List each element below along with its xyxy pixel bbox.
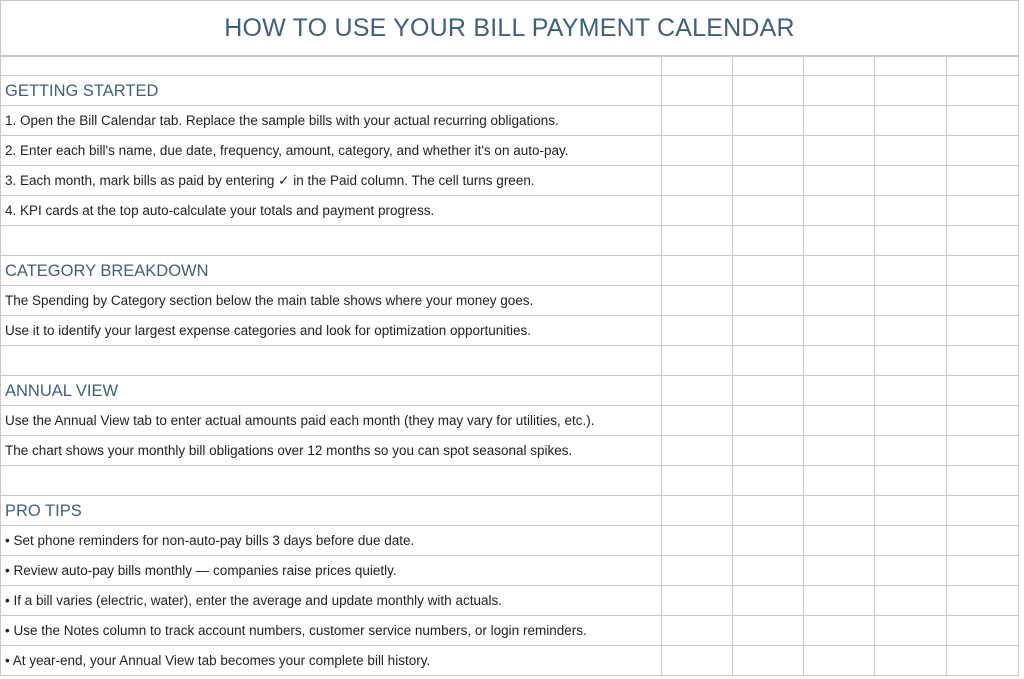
instruction-cell[interactable]: [0, 135, 661, 165]
grid-column-line: [732, 56, 733, 675]
instruction-text: • If a bill varies (electric, water), enter the average and update monthly with actuals.: [5, 593, 502, 608]
instruction-cell[interactable]: [0, 195, 661, 225]
instruction-text: The chart shows your monthly bill obligations over 12 months so you can spot seasonal spikes.: [5, 443, 573, 458]
section-heading-cell[interactable]: [0, 75, 661, 105]
blank-cell[interactable]: [0, 56, 661, 75]
blank-cell[interactable]: [0, 225, 661, 255]
instruction-cell[interactable]: [0, 525, 661, 555]
grid-column-line: [661, 56, 662, 675]
grid-column-line: [1018, 56, 1019, 675]
instruction-cell[interactable]: [0, 555, 661, 585]
instruction-text: The Spending by Category section below the main table shows where your money goes.: [5, 293, 534, 308]
section-heading: GETTING STARTED: [5, 82, 159, 100]
section-heading-cell[interactable]: [0, 375, 661, 405]
instruction-text: 1. Open the Bill Calendar tab. Replace the sample bills with your actual recurring obligations.: [5, 113, 559, 128]
instruction-cell[interactable]: [0, 645, 661, 675]
instruction-text: • At year-end, your Annual View tab becomes your complete bill history.: [5, 653, 431, 668]
instruction-cell[interactable]: [0, 585, 661, 615]
grid-column-line: [803, 56, 804, 675]
section-heading-cell[interactable]: [0, 255, 661, 285]
page-title: HOW TO USE YOUR BILL PAYMENT CALENDAR: [224, 13, 795, 42]
instruction-text: • Review auto-pay bills monthly — companies raise prices quietly.: [5, 563, 397, 578]
instruction-text: • Use the Notes column to track account numbers, customer service numbers, or login reminders.: [5, 623, 587, 638]
title-cell[interactable]: [0, 0, 1019, 56]
instruction-text: 3. Each month, mark bills as paid by entering ✓ in the Paid column. The cell turns green.: [5, 173, 535, 188]
instruction-text: 4. KPI cards at the top auto-calculate your totals and payment progress.: [5, 203, 435, 218]
instruction-cell[interactable]: [0, 165, 661, 195]
instruction-text: 2. Enter each bill's name, due date, frequency, amount, category, and whether it's on auto-pay.: [5, 143, 569, 158]
blank-cell[interactable]: [0, 465, 661, 495]
instruction-text: Use the Annual View tab to enter actual amounts paid each month (they may vary for utilities, etc.).: [5, 413, 595, 428]
instruction-cell[interactable]: [0, 615, 661, 645]
section-heading: ANNUAL VIEW: [5, 382, 119, 400]
blank-cell[interactable]: [0, 345, 661, 375]
grid-column-line: [874, 56, 875, 675]
instruction-text: • Set phone reminders for non-auto-pay bills 3 days before due date.: [5, 533, 415, 548]
section-heading: PRO TIPS: [5, 502, 82, 520]
section-heading: CATEGORY BREAKDOWN: [5, 262, 209, 280]
instruction-cell[interactable]: [0, 105, 661, 135]
instruction-cell[interactable]: [0, 435, 661, 465]
section-heading-cell[interactable]: [0, 495, 661, 525]
instruction-text: Use it to identify your largest expense categories and look for optimization opportunities.: [5, 323, 532, 338]
instruction-cell[interactable]: [0, 285, 661, 315]
instruction-cell[interactable]: [0, 315, 661, 345]
grid-column-line: [946, 56, 947, 675]
instruction-grid: [0, 56, 1024, 679]
instruction-cell[interactable]: [0, 405, 661, 435]
